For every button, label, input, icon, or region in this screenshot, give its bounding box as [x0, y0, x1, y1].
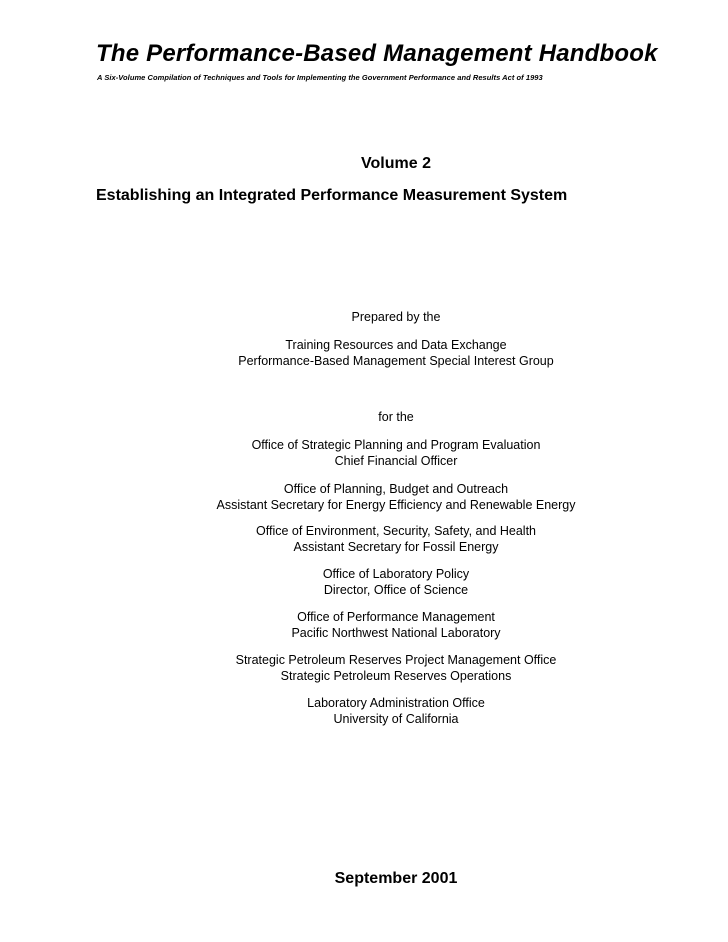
office-official: Strategic Petroleum Reserves Operations	[280, 669, 512, 683]
office-entry	[32, 652, 728, 684]
office-entry	[32, 609, 728, 641]
office-entry	[32, 523, 728, 555]
office-name: Office of Performance Management	[297, 610, 495, 624]
handbook-title: The Performance-Based Management Handbook	[96, 40, 658, 67]
office-official: Assistant Secretary for Fossil Energy	[293, 540, 499, 554]
volume-title: Establishing an Integrated Performance Measurement System	[96, 187, 568, 204]
office-name: Office of Environment, Security, Safety, and Health	[256, 524, 536, 538]
for-label: for the	[378, 410, 414, 424]
volume-number	[32, 155, 728, 173]
office-entry	[32, 481, 728, 513]
prepared-by-label: Prepared by the	[351, 310, 441, 324]
volume-number-text: Volume 2	[361, 155, 431, 172]
prepared-by-line: Training Resources and Data Exchange	[285, 338, 507, 352]
office-official: University of California	[333, 712, 459, 726]
office-entry	[32, 695, 728, 727]
office-entry	[32, 566, 728, 598]
office-official: Pacific Northwest National Laboratory	[291, 626, 501, 640]
handbook-subtitle: A Six-Volume Compilation of Techniques and Tools for Implementing the Government Performance and Results Act of 1993	[97, 73, 543, 82]
office-name: Office of Laboratory Policy	[322, 567, 470, 581]
office-name: Office of Strategic Planning and Program Evaluation	[251, 438, 541, 452]
office-name: Strategic Petroleum Reserves Project Management Office	[235, 653, 557, 667]
office-official: Assistant Secretary for Energy Efficiency and Renewable Energy	[216, 498, 576, 512]
prepared-by-line: Performance-Based Management Special Interest Group	[238, 354, 554, 368]
office-name: Office of Planning, Budget and Outreach	[283, 482, 509, 496]
office-entry	[32, 437, 728, 469]
prepared-by-label-block	[32, 309, 728, 325]
office-official: Director, Office of Science	[323, 583, 469, 597]
office-name: Laboratory Administration Office	[307, 696, 485, 710]
office-official: Chief Financial Officer	[334, 454, 458, 468]
publication-date: September 2001	[334, 870, 458, 887]
prepared-by-group	[32, 337, 728, 369]
for-label-block	[32, 409, 728, 425]
